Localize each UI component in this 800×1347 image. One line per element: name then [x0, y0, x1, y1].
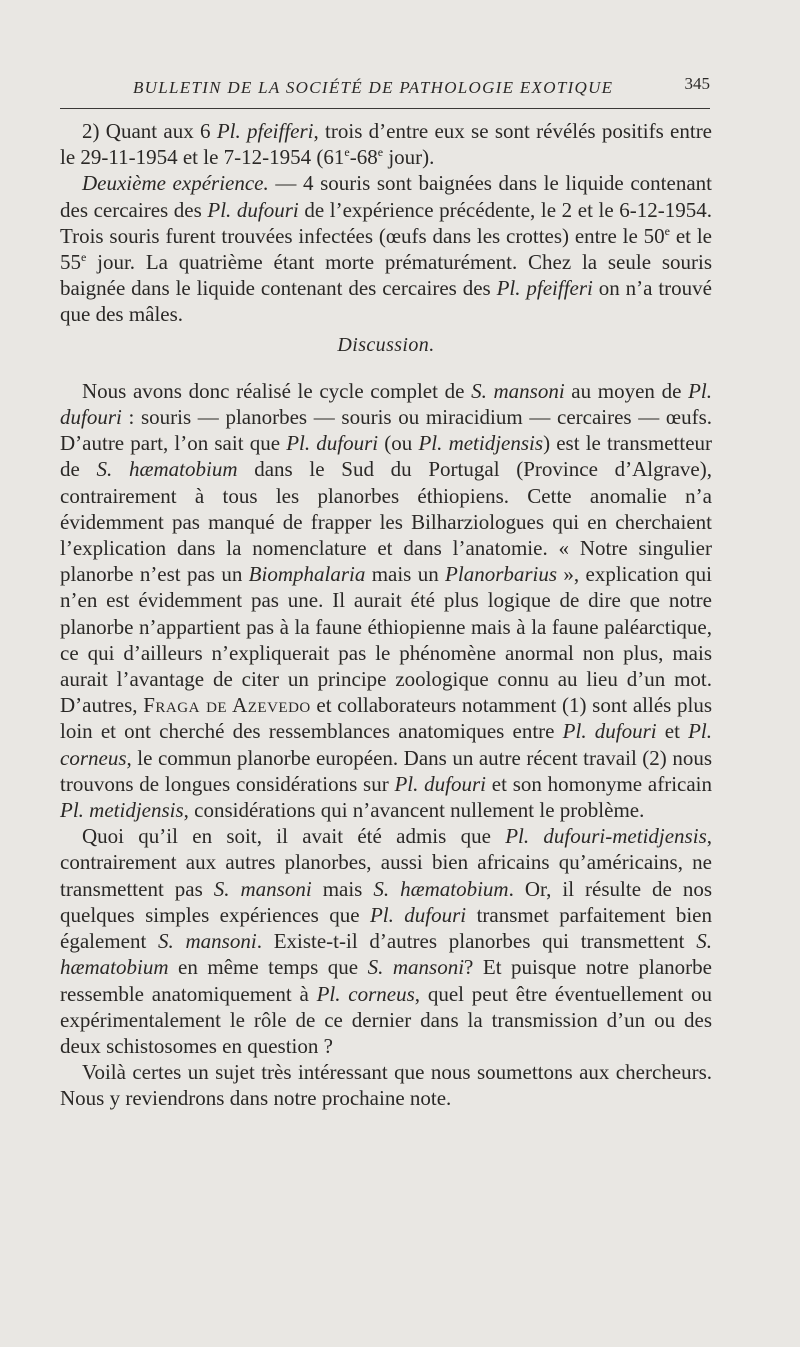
paragraph-second-experiment: Deuxième expérience. — 4 souris sont baignées dans le liquide contenant des cercaires des Pl. dufouri de l’expérience précédente, le 2 et le 6-12-1954. Trois souris furent trouvées infectées (œufs dans les crottes) entre le 50e et le 55e jour. La quatrième étant morte prématurément. Chez la seule souris baignée dans le liquide contenant des cercaires des Pl. pfeifferi on n’a trouvé que des mâles.	[60, 171, 712, 327]
paragraph-discussion-1: Nous avons donc réalisé le cycle complet de S. mansoni au moyen de Pl. dufouri : souris — planorbes — souris ou miracidium — cercaires — œufs. D’autre part, l’on sait que Pl. dufouri (ou Pl. metidjensis) est le transmetteur de S. hæmatobium dans le Sud du Portugal (Province d’Algrave), contrairement à tous les planorbes éthiopiens. Cette anomalie n’a évidemment pas manqué de frapper les Bilharziologues qui en cherchaient l’explication dans la nomenclature et dans l’anatomie. « Notre singulier planorbe n’est pas un Biomphalaria mais un Planorbarius », explication qui n’en est évidemment pas une. Il aurait été plus logique de dire que notre planorbe n’appartient pas à la faune éthiopienne mais à la faune paléarctique, ce qui d’ailleurs n’expliquerait pas le phénomène anormal non plus, mais aurait l’avantage de citer un principe zoologique connu au lieu d’un mot. D’autres, Fraga de Azevedo et collaborateurs notamment (1) sont allés plus loin et ont cherché des ressemblances anatomiques entre Pl. dufouri et Pl. corneus, le commun planorbe européen. Dans un autre récent travail (2) nous trouvons de longues considérations sur Pl. dufouri et son homonyme africain Pl. metidjensis, considérations qui n’avancent nullement le problème.	[60, 378, 713, 823]
paragraph-discussion-2: Quoi qu’il en soit, il avait été admis que Pl. dufouri-metidjensis, contrairement aux autres planorbes, aussi bien africains qu’américains, ne transmettent pas S. mansoni mais S. hæmatobium. Or, il résulte de nos quelques simples expériences que Pl. dufouri transmet parfaitement bien également S. mansoni. Existe-t-il d’autres planorbes qui transmettent S. hæmatobium en même temps que S. mansoni? Et puisque notre planorbe ressemble anatomiquement à Pl. corneus, quel peut être éventuellement ou expérimentalement le rôle de ce dernier dans la transmission d’un ou des deux schistosomes en question ?	[60, 824, 712, 1058]
page-number: 345	[684, 74, 710, 93]
header-rule	[60, 108, 710, 109]
article-body	[60, 118, 712, 1112]
running-head: BULLETIN DE LA SOCIÉTÉ DE PATHOLOGIE EXOTIQUE	[133, 78, 614, 97]
paragraph-conclusion: Voilà certes un sujet très intéressant que nous soumettons aux chercheurs. Nous y reviendrons dans notre prochaine note.	[60, 1060, 712, 1111]
page-header	[60, 70, 710, 100]
paragraph-results-pfeifferi: 2) Quant aux 6 Pl. pfeifferi, trois d’entre eux se sont révélés positifs entre le 29-11-1954 et le 7-12-1954 (61e-68e jour).	[60, 119, 713, 170]
section-heading-discussion: Discussion.	[337, 333, 435, 356]
